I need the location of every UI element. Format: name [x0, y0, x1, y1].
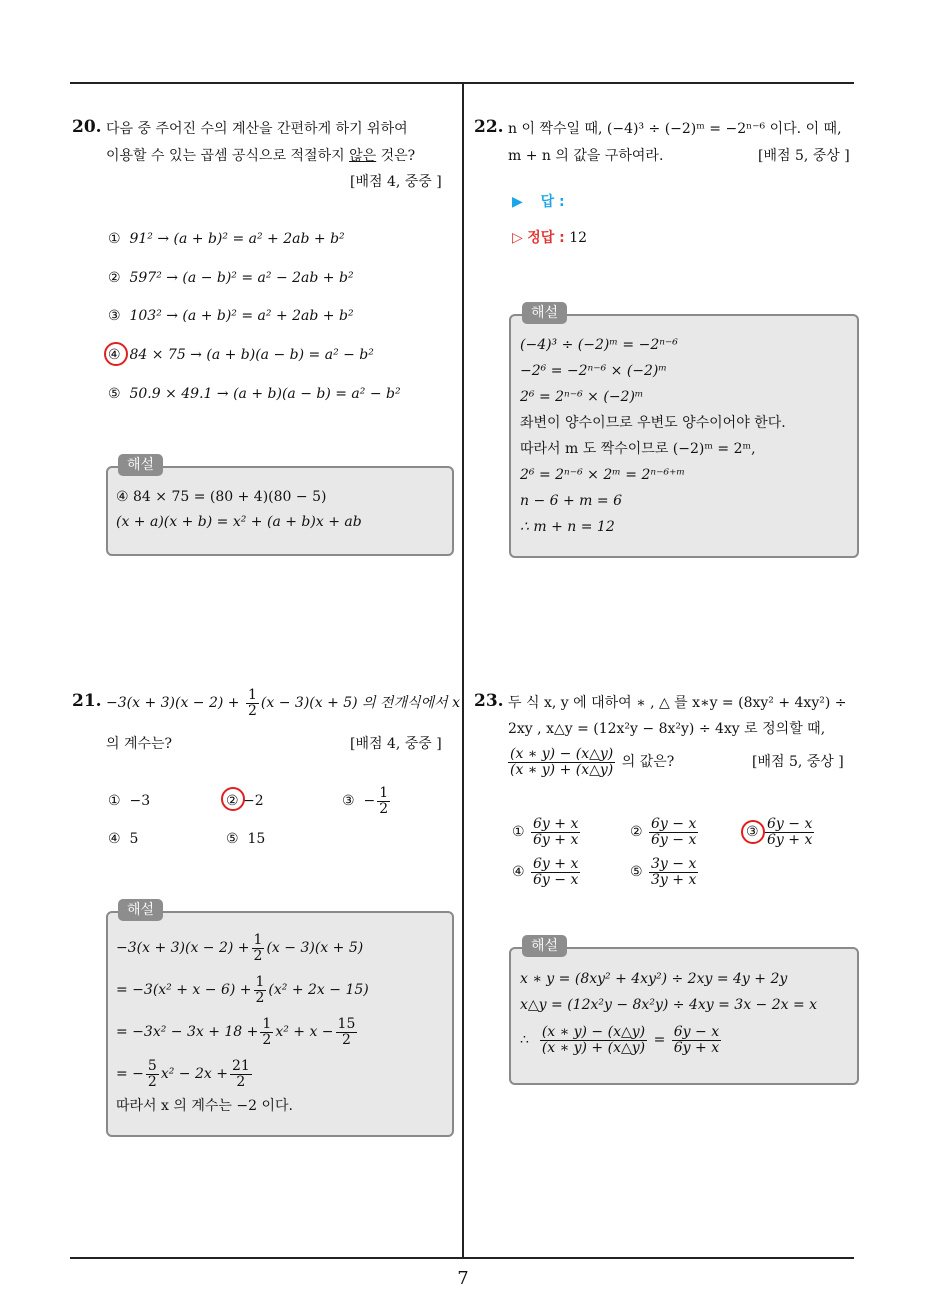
question-text: (x − 3)(x + 5) 의 전개식에서 x: [260, 695, 461, 711]
bottom-rule: [70, 1257, 854, 1259]
solution-line: 2⁶ = 2ⁿ⁻⁶ × (−2)ᵐ: [520, 389, 644, 405]
therefore-symbol: ∴: [520, 1032, 529, 1048]
solution-text: = −3(x² + x − 6) +: [116, 982, 252, 998]
correct-answer-row: [512, 228, 587, 248]
answer-row: [512, 192, 565, 212]
problem-number: 23.: [474, 691, 504, 711]
choice-2: [108, 268, 354, 288]
choice-value: 15: [247, 831, 266, 847]
numerator: (x ∗ y) − (x△y): [541, 1023, 646, 1040]
choice-value: −2: [243, 793, 264, 809]
grade-label: [배점 5, 중상 ]: [752, 754, 844, 770]
page-number: 7: [457, 1268, 469, 1289]
choice-1: [108, 229, 345, 249]
denominator: (x ∗ y) + (x△y): [510, 761, 614, 778]
solution-line: [116, 970, 369, 1010]
choice-3: [108, 306, 354, 326]
solution-text: x² − 2x +: [160, 1066, 228, 1082]
solution-line: [116, 1054, 254, 1094]
question-line: [106, 686, 460, 720]
solution-tag: 해설: [522, 935, 567, 957]
fraction: [649, 817, 698, 848]
choice-number: ⑤: [630, 864, 643, 880]
numerator: 1: [379, 784, 389, 801]
denominator: 2: [253, 947, 263, 964]
solution-box: [106, 466, 454, 556]
choice-expression: 84 × 75 → (a + b)(a − b) = a² − b²: [129, 347, 374, 363]
numerator: 21: [231, 1057, 250, 1074]
numerator: 6y − x: [651, 815, 697, 832]
solution-line: [116, 1012, 359, 1052]
choice-2: [630, 812, 700, 852]
choice-number: ③: [746, 824, 759, 840]
fraction: [540, 1025, 647, 1056]
problem-number: 21.: [72, 691, 102, 711]
solution-text: x² + x −: [275, 1024, 334, 1040]
numerator: 1: [248, 686, 257, 703]
answer-label: 답 :: [540, 194, 565, 210]
underlined-word: 않은: [349, 148, 377, 164]
denominator: 6y − x: [533, 871, 579, 888]
denominator: 2: [255, 989, 265, 1006]
equals-sign: =: [653, 1032, 666, 1048]
column-divider: [462, 84, 464, 1258]
denominator: 6y + x: [767, 831, 813, 848]
solution-line: n − 6 + m = 6: [520, 493, 622, 509]
numerator: 15: [337, 1015, 356, 1032]
question-line: 2xy , x△y = (12x²y − 8x²y) ÷ 4xy 로 정의할 때,: [508, 721, 826, 737]
choice-number: ④: [108, 347, 121, 363]
choice-number: ④: [108, 831, 121, 847]
denominator: (x ∗ y) + (x△y): [541, 1039, 646, 1056]
solution-text: −3(x + 3)(x − 2) +: [116, 940, 250, 956]
question-line: n 이 짝수일 때, (−4)³ ÷ (−2)ᵐ = −2ⁿ⁻⁶ 이다. 이 때,: [508, 121, 842, 137]
numerator: 3y − x: [651, 855, 697, 872]
solution-tag: 해설: [118, 899, 163, 921]
solution-text: (x − 3)(x + 5): [266, 940, 364, 956]
solution-line: 따라서 m 도 짝수이므로 (−2)ᵐ = 2ᵐ,: [520, 441, 756, 457]
fraction: [252, 933, 265, 964]
question-line: 의 계수는?: [106, 736, 173, 752]
choice-value: −3: [129, 793, 151, 809]
solution-line: [116, 928, 363, 968]
choice-4: [108, 345, 374, 365]
fraction: [146, 1059, 159, 1090]
choice-number: ⑤: [108, 386, 121, 402]
grade-label: [배점 5, 중상 ]: [758, 148, 850, 164]
correct-answer-label: 정답 :: [527, 230, 565, 246]
denominator: 2: [147, 1073, 157, 1090]
question-line: 두 식 x, y 에 대하여 ∗ , △ 를 x∗y = (8xy² + 4xy²) ÷: [508, 695, 847, 711]
numerator: 1: [253, 931, 263, 948]
choice-value: −: [363, 793, 376, 809]
choice-expression: 103² → (a + b)² = a² + 2ab + b²: [129, 308, 354, 324]
choice-expression: 597² → (a − b)² = a² − 2ab + b²: [129, 270, 354, 286]
question-line: 다음 중 주어진 수의 계산을 간편하게 하기 위하여: [106, 121, 408, 137]
solution-tag: 해설: [522, 302, 567, 324]
answer-circle-mark: [221, 787, 245, 811]
solution-line: −2⁶ = −2ⁿ⁻⁶ × (−2)ᵐ: [520, 363, 667, 379]
fraction: [336, 1017, 358, 1048]
choice-5: [108, 384, 401, 404]
grade-label: [배점 4, 중중 ]: [350, 174, 442, 190]
fraction: [377, 786, 390, 817]
choice-5: [630, 852, 700, 892]
solution-line: x△y = (12x²y − 8x²y) ÷ 4xy = 3x − 2x = x: [520, 997, 818, 1013]
solution-line: 2⁶ = 2ⁿ⁻⁶ × 2ᵐ = 2ⁿ⁻⁶⁺ᵐ: [520, 467, 686, 483]
numerator: 1: [262, 1015, 272, 1032]
choice-1: [512, 812, 582, 852]
correct-answer-value: 12: [569, 230, 588, 246]
numerator: (x ∗ y) − (x△y): [510, 745, 614, 762]
solution-line: 따라서 x 의 계수는 −2 이다.: [116, 1098, 293, 1114]
choice-value: 5: [129, 831, 139, 847]
fraction: [531, 857, 580, 888]
problem-number: 22.: [474, 117, 504, 137]
choice-1: [108, 791, 150, 811]
choice-expression: 50.9 × 49.1 → (a + b)(a − b) = a² − b²: [129, 386, 401, 402]
question-text: 것은?: [380, 148, 416, 164]
correct-arrow-icon: ▷: [512, 230, 523, 246]
answer-circle-mark: [741, 820, 765, 844]
choice-number: ③: [342, 793, 355, 809]
question-text: −3(x + 3)(x − 2) +: [106, 695, 240, 711]
choice-4: [512, 852, 582, 892]
choice-number: ⑤: [226, 831, 239, 847]
fraction: [672, 1025, 721, 1056]
solution-tag: 해설: [118, 454, 163, 476]
solution-line: ④ 84 × 75 = (80 + 4)(80 − 5): [116, 489, 327, 505]
fraction: [246, 688, 259, 719]
fraction: [508, 747, 615, 778]
choice-number: ②: [108, 270, 121, 286]
choice-number: ①: [108, 793, 121, 809]
denominator: 3y + x: [651, 871, 697, 888]
denominator: 6y + x: [673, 1039, 720, 1056]
question-line: [106, 146, 415, 166]
question-line: m + n 의 값을 구하여라.: [508, 148, 664, 164]
solution-text: = −3x² − 3x + 18 +: [116, 1024, 259, 1040]
denominator: 2: [341, 1031, 351, 1048]
numerator: 6y − x: [673, 1023, 720, 1040]
question-text: 의 값은?: [621, 754, 675, 770]
choice-number: ①: [108, 231, 121, 247]
solution-line: ∴ m + n = 12: [520, 519, 615, 535]
fraction: [260, 1017, 273, 1048]
fraction: [765, 817, 814, 848]
fraction: [254, 975, 267, 1006]
denominator: 2: [262, 1031, 272, 1048]
solution-line: x ∗ y = (8xy² + 4xy²) ÷ 2xy = 4y + 2y: [520, 971, 788, 987]
solution-text: = −: [116, 1066, 144, 1082]
solution-box: [509, 947, 859, 1085]
numerator: 6y + x: [533, 815, 579, 832]
denominator: 2: [379, 800, 389, 817]
numerator: 5: [147, 1057, 157, 1074]
solution-line: 좌변이 양수이므로 우변도 양수이어야 한다.: [520, 415, 786, 431]
denominator: 6y + x: [533, 831, 579, 848]
grade-label: [배점 4, 중중 ]: [350, 736, 442, 752]
denominator: 2: [236, 1073, 246, 1090]
solution-line: [520, 1020, 723, 1060]
numerator: 6y + x: [533, 855, 579, 872]
solution-line: (−4)³ ÷ (−2)ᵐ = −2ⁿ⁻⁶: [520, 337, 678, 353]
choice-number: ③: [108, 308, 121, 324]
fraction: [531, 817, 580, 848]
question-line: [506, 742, 674, 782]
answer-arrow-icon: ▶: [512, 194, 523, 210]
choice-5: [226, 829, 265, 849]
choice-expression: 91² → (a + b)² = a² + 2ab + b²: [129, 231, 345, 247]
solution-text: (x² + 2x − 15): [268, 982, 369, 998]
problem-number: 20.: [72, 117, 102, 137]
solution-line: (x + a)(x + b) = x² + (a + b)x + ab: [116, 514, 362, 530]
choice-number: ④: [512, 864, 525, 880]
question-text: 이용할 수 있는 곱셈 공식으로 적절하지: [106, 148, 345, 164]
fraction: [649, 857, 698, 888]
choice-number: ②: [630, 824, 643, 840]
numerator: 1: [255, 973, 265, 990]
denominator: 2: [248, 702, 257, 719]
answer-circle-mark: [104, 342, 128, 366]
choice-number: ②: [226, 793, 239, 809]
choice-3: [342, 778, 392, 824]
denominator: 6y − x: [651, 831, 697, 848]
choice-4: [108, 829, 138, 849]
fraction: [230, 1059, 252, 1090]
numerator: 6y − x: [767, 815, 813, 832]
choice-number: ①: [512, 824, 525, 840]
